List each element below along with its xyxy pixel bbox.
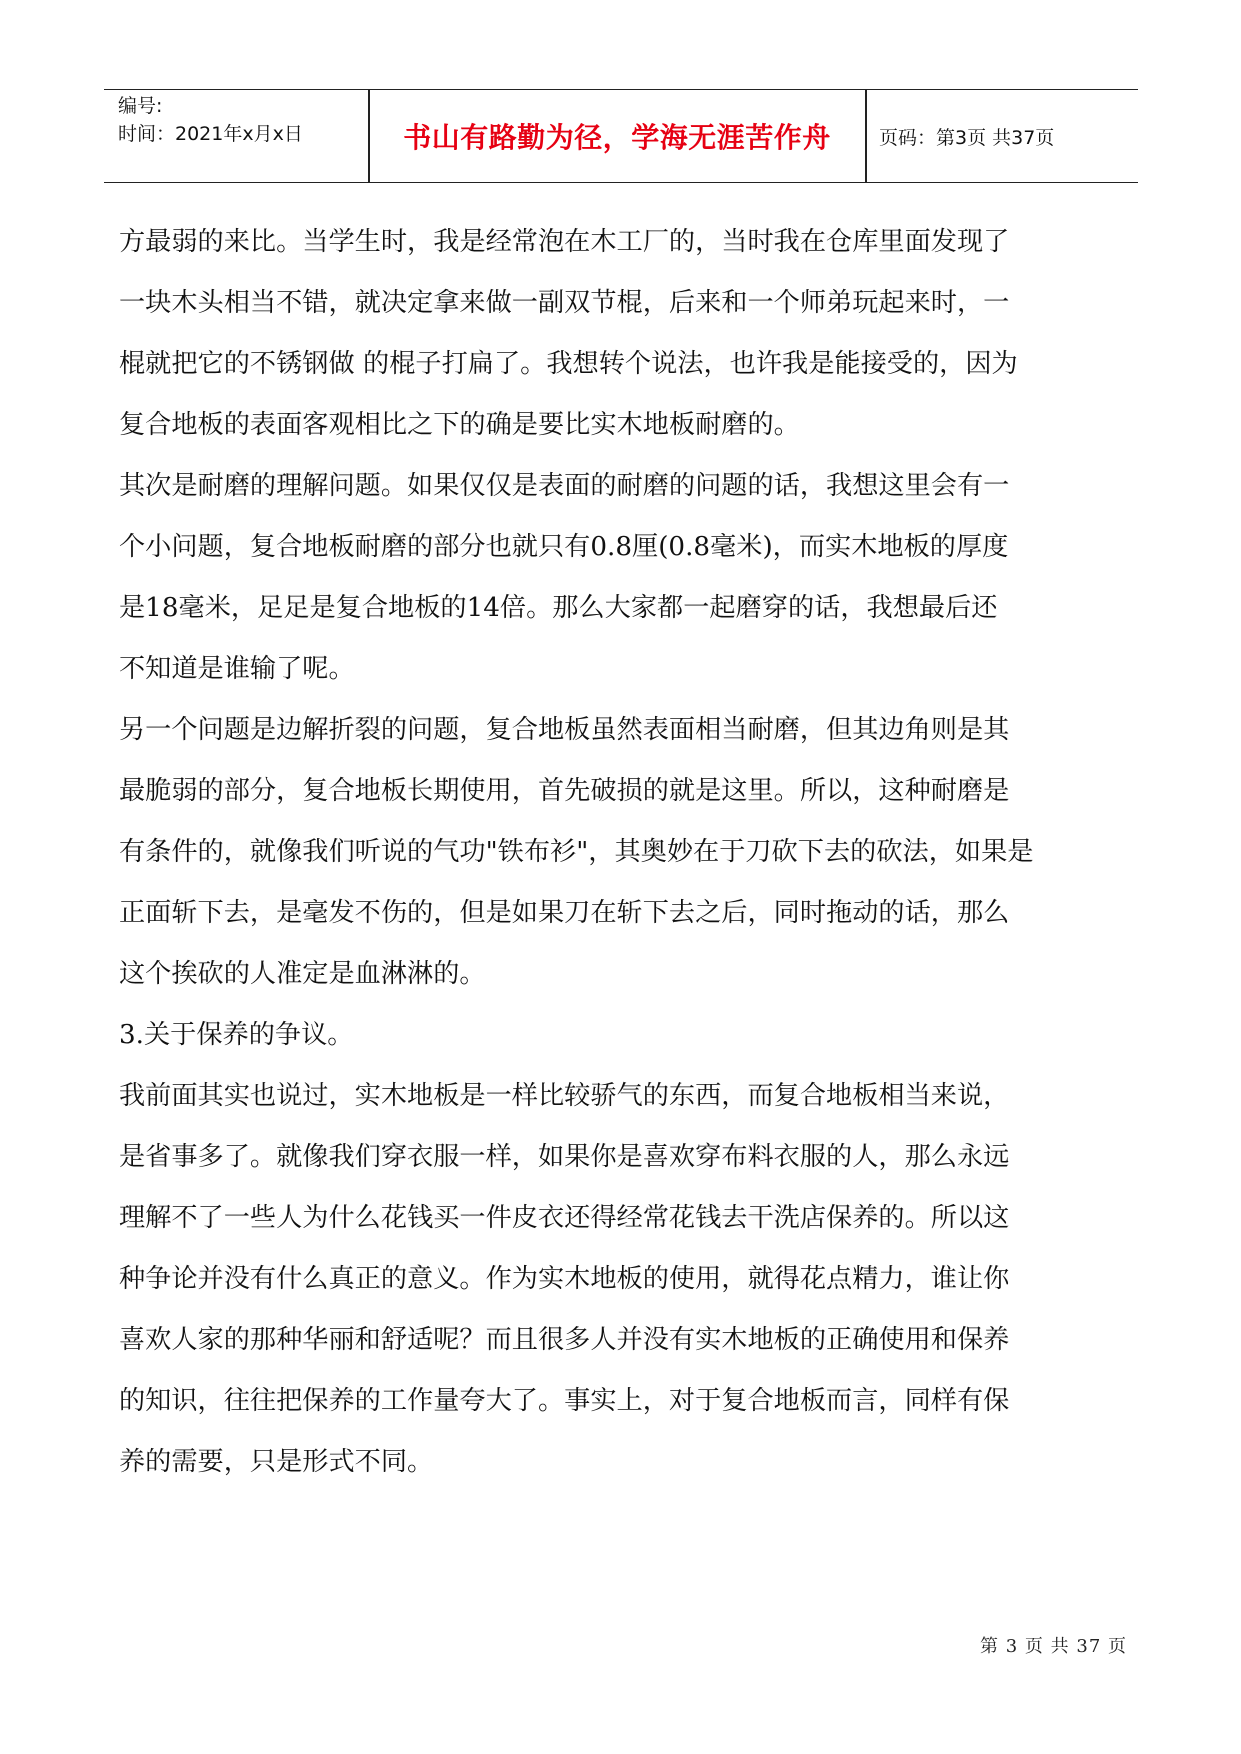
page-footer-number: 第 3 页 共 37 页 <box>980 1636 1127 1657</box>
body-line: 复合地板的表面客观相比之下的确是要比实木地板耐磨的。 <box>119 410 800 440</box>
body-line: 是省事多了。就像我们穿衣服一样，如果你是喜欢穿布料衣服的人，那么永远 <box>119 1142 1010 1172</box>
body-line: 正面斩下去，是毫发不伤的，但是如果刀在斩下去之后，同时拖动的话，那么 <box>119 898 1010 928</box>
body-line: 方最弱的来比。当学生时，我是经常泡在木工厂的，当时我在仓库里面发现了 <box>119 227 1010 257</box>
header-page-number: 页码：第3页 共37页 <box>879 126 1055 149</box>
body-line: 我前面其实也说过，实木地板是一样比较骄气的东西，而复合地板相当来说， <box>119 1081 1010 1111</box>
body-line: 种争论并没有什么真正的意义。作为实木地板的使用，就得花点精力，谁让你 <box>119 1264 1010 1294</box>
document-time-label: 时间：2021年x月x日 <box>118 123 303 145</box>
body-line: 这个挨砍的人准定是血淋淋的。 <box>119 959 486 989</box>
body-line: 棍就把它的不锈钢做 的棍子打扁了。我想转个说法，也许我是能接受的，因为 <box>119 349 1018 379</box>
body-line: 一块木头相当不错，就决定拿来做一副双节棍，后来和一个师弟玩起来时，一 <box>119 288 1010 318</box>
body-line: 是18毫米，足足是复合地板的14倍。那么大家都一起磨穿的话，我想最后还 <box>119 593 998 623</box>
page-header <box>104 89 1138 183</box>
header-meta <box>118 90 368 182</box>
body-line: 理解不了一些人为什么花钱买一件皮衣还得经常花钱去干洗店保养的。所以这 <box>119 1203 1010 1233</box>
body-line: 的知识，往往把保养的工作量夸大了。事实上，对于复合地板而言，同样有保 <box>119 1386 1010 1416</box>
body-line: 另一个问题是边解折裂的问题，复合地板虽然表面相当耐磨，但其边角则是其 <box>119 715 1010 745</box>
body-line: 最脆弱的部分，复合地板长期使用，首先破损的就是这里。所以，这种耐磨是 <box>119 776 1010 806</box>
document-body <box>119 212 1129 1493</box>
body-line: 其次是耐磨的理解问题。如果仅仅是表面的耐磨的问题的话，我想这里会有一 <box>119 471 1010 501</box>
body-line: 养的需要，只是形式不同。 <box>119 1447 434 1477</box>
body-line: 喜欢人家的那种华丽和舒适呢？而且很多人并没有实木地板的正确使用和保养 <box>119 1325 1010 1355</box>
section-heading: 3.关于保养的争议。 <box>119 1020 354 1050</box>
document-number-label: 编号: <box>118 95 163 117</box>
body-line: 不知道是谁输了呢。 <box>119 654 355 684</box>
body-line: 个小问题，复合地板耐磨的部分也就只有0.8厘(0.8毫米)，而实木地板的厚度 <box>119 532 1009 562</box>
body-line: 有条件的，就像我们听说的气功"铁布衫"，其奥妙在于刀砍下去的砍法，如果是 <box>119 837 1034 867</box>
header-motto: 书山有路勤为径，学海无涯苦作舟 <box>403 121 831 154</box>
